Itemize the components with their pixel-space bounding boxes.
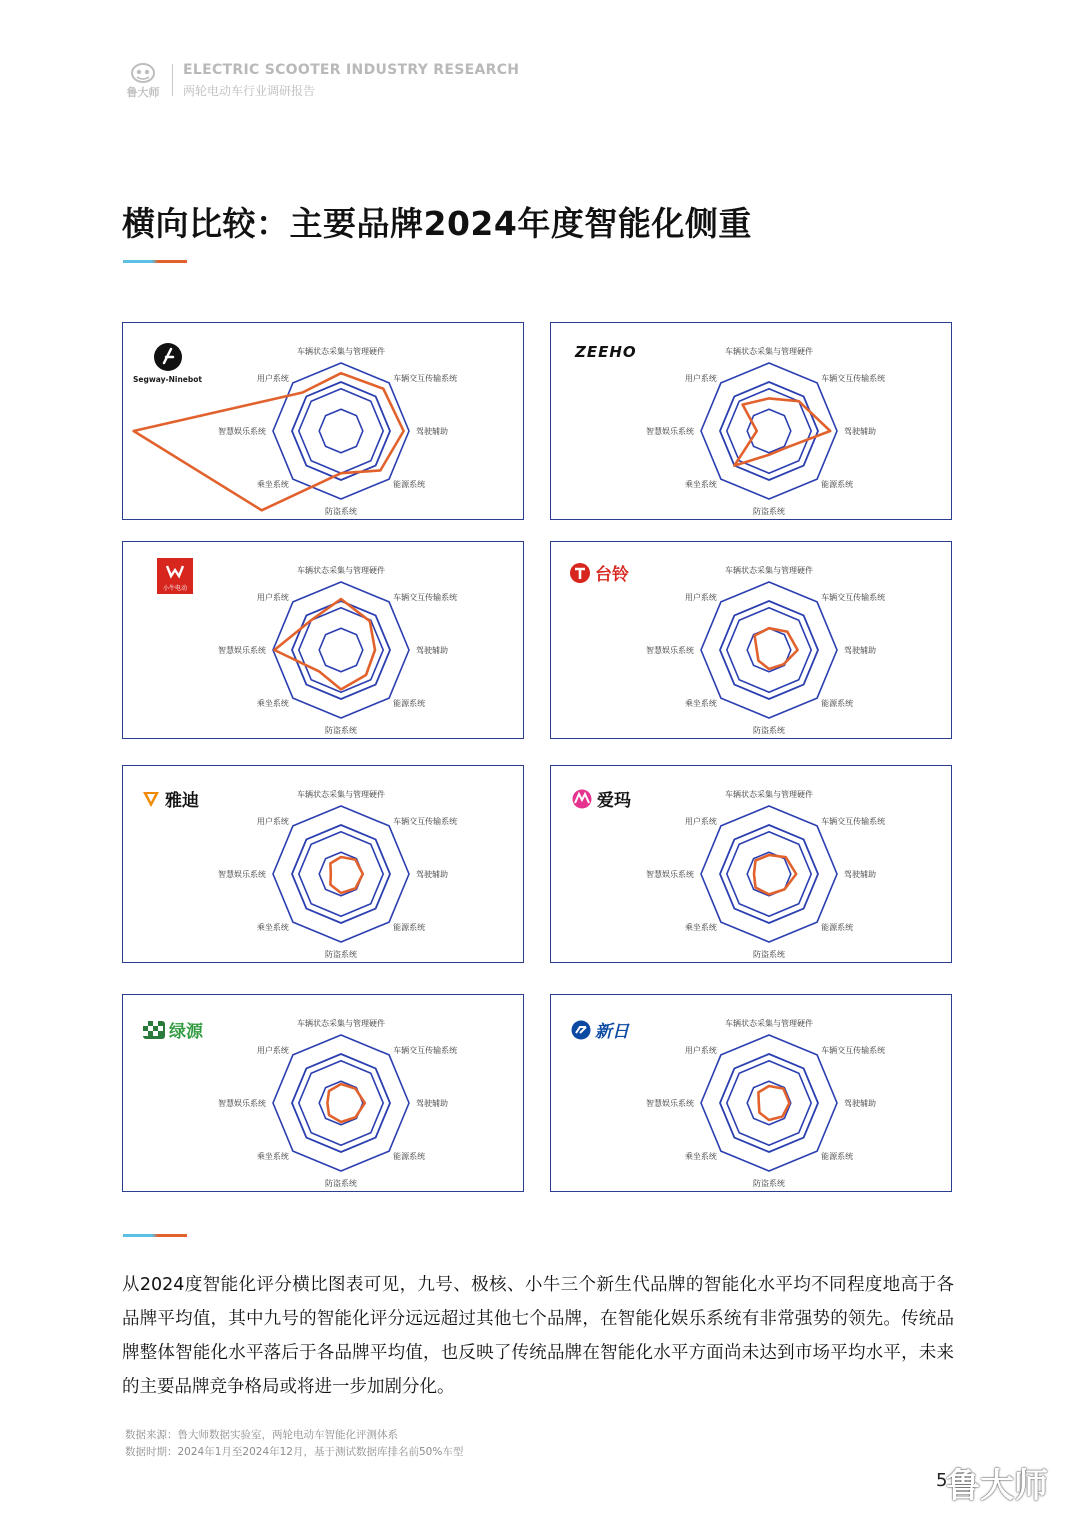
axis-label: 用户系统 <box>684 592 717 602</box>
brand-score-polygon <box>734 398 830 465</box>
average-score-polygon <box>292 1054 390 1152</box>
brand-name: 雅迪 <box>165 791 199 811</box>
brand-logo <box>143 1017 203 1042</box>
axis-label: 车辆交互传输系统 <box>393 373 458 383</box>
axis-label: 防盗系统 <box>753 507 785 516</box>
axis-label: 能源系统 <box>393 923 426 933</box>
axis-label: 用户系统 <box>684 1045 717 1055</box>
axis-label: 车辆状态采集与管理硬件 <box>297 347 385 356</box>
axis-label: 能源系统 <box>393 699 426 709</box>
radar-grid-ring-3 <box>701 1035 837 1171</box>
average-score-polygon <box>720 825 818 923</box>
axis-label: 用户系统 <box>256 816 289 826</box>
axis-label: 乘坐系统 <box>684 923 717 933</box>
page-title: 横向比较：主要品牌2024年度智能化侧重 <box>122 204 752 243</box>
brand-name: ZEEHO <box>575 343 637 361</box>
axis-label: 防盗系统 <box>753 950 785 959</box>
data-source-note: 数据来源：鲁大师数据实验室，两轮电动车智能化评测体系 <box>125 1429 398 1441</box>
brand-logo <box>571 343 637 361</box>
radar-panel-zeeho <box>550 322 952 520</box>
axis-label: 智慧娱乐系统 <box>218 1099 266 1108</box>
radar-grid-ring-2 <box>727 832 811 916</box>
axis-label: 智慧娱乐系统 <box>646 427 694 436</box>
axis-label: 车辆状态采集与管理硬件 <box>725 566 813 575</box>
brand-logo <box>571 1017 629 1042</box>
radar-grid-ring-3 <box>273 582 409 718</box>
axis-label: 能源系统 <box>821 923 854 933</box>
axis-label: 车辆交互传输系统 <box>821 1045 886 1055</box>
axis-label: 智慧娱乐系统 <box>218 646 266 655</box>
axis-label: 驾驶辅助 <box>844 870 876 879</box>
axis-label: 乘坐系统 <box>256 699 289 709</box>
luyuan-logo-icon <box>143 1021 165 1039</box>
axis-label: 防盗系统 <box>325 507 357 516</box>
page-number: 5 <box>936 1470 948 1491</box>
radar-grid-ring-3 <box>701 582 837 718</box>
average-score-polygon <box>292 382 390 480</box>
axis-label: 驾驶辅助 <box>844 646 876 655</box>
axis-label: 车辆状态采集与管理硬件 <box>725 347 813 356</box>
axis-label: 车辆状态采集与管理硬件 <box>297 566 385 575</box>
brand-logo <box>569 560 629 585</box>
radar-grid-ring-1 <box>747 409 791 453</box>
radar-grid-ring-1 <box>319 409 363 453</box>
axis-label: 防盗系统 <box>753 1179 785 1188</box>
axis-label: 驾驶辅助 <box>416 427 448 436</box>
axis-label: 驾驶辅助 <box>844 427 876 436</box>
axis-label: 驾驶辅助 <box>416 646 448 655</box>
logo-text: 鲁大师 <box>126 86 160 99</box>
radar-panel-tailg <box>550 541 952 739</box>
axis-label: 智慧娱乐系统 <box>646 646 694 655</box>
radar-grid-ring-2 <box>299 1061 383 1145</box>
brand-logo <box>133 341 202 384</box>
radar-grid-ring-2 <box>299 389 383 473</box>
brand-name: 绿源 <box>169 1022 203 1042</box>
axis-label: 车辆交互传输系统 <box>821 592 886 602</box>
axis-label: 防盗系统 <box>325 726 357 735</box>
radar-grid-ring-3 <box>701 363 837 499</box>
brand-score-polygon <box>758 1086 789 1120</box>
brand-name: 爱玛 <box>597 791 631 811</box>
title-accent-line <box>123 260 187 263</box>
brand-logo <box>141 786 199 811</box>
radar-panel-niu <box>122 541 524 739</box>
axis-label: 车辆交互传输系统 <box>393 816 458 826</box>
axis-label: 驾驶辅助 <box>844 1099 876 1108</box>
brand-score-polygon <box>755 628 798 669</box>
niu-logo-icon <box>157 558 193 594</box>
axis-label: 智慧娱乐系统 <box>646 870 694 879</box>
axis-label: 乘坐系统 <box>256 923 289 933</box>
axis-label: 能源系统 <box>821 699 854 709</box>
brand-name: 小牛电动 <box>162 585 187 592</box>
data-period-note: 数据时期：2024年1月至2024年12月，基于测试数据库排名前50%车型 <box>125 1446 464 1458</box>
aima-logo-icon <box>571 789 593 809</box>
average-score-polygon <box>292 825 390 923</box>
yadea-logo-icon <box>141 789 161 809</box>
axis-label: 乘坐系统 <box>684 480 717 490</box>
radar-grid-ring-1 <box>319 628 363 672</box>
radar-grid-ring-2 <box>727 1061 811 1145</box>
summary-paragraph: 从2024度智能化评分横比图表可见，九号、极核、小牛三个新生代品牌的智能化水平均不同程度地高于各品牌平均值，其中九号的智能化评分远远超过其他七个品牌，在智能化娱乐系统有非常强势的领先。传统品牌整体智能化水平落后于各品牌平均值，也反映了传统品牌在智能化水平方面尚未达到市场平均水平，未来的主要品牌竞争格局或将进一步加剧分化。 <box>122 1275 954 1397</box>
axis-label: 防盗系统 <box>753 726 785 735</box>
axis-label: 车辆状态采集与管理硬件 <box>297 1019 385 1028</box>
radar-panel-sunra <box>550 994 952 1192</box>
axis-label: 智慧娱乐系统 <box>218 870 266 879</box>
header-title-cn: 两轮电动车行业调研报告 <box>183 84 316 98</box>
axis-label: 驾驶辅助 <box>416 1099 448 1108</box>
axis-label: 能源系统 <box>821 1152 854 1162</box>
axis-label: 乘坐系统 <box>684 699 717 709</box>
ludashi-logo-icon <box>122 60 164 100</box>
axis-label: 车辆交互传输系统 <box>821 373 886 383</box>
brand-score-polygon <box>327 1084 364 1122</box>
tailg-logo-icon <box>569 562 591 584</box>
radar-grid-ring-3 <box>273 1035 409 1171</box>
axis-label: 车辆交互传输系统 <box>821 816 886 826</box>
axis-label: 用户系统 <box>256 592 289 602</box>
body-accent-line <box>123 1234 187 1237</box>
radar-grid-ring-2 <box>299 832 383 916</box>
axis-label: 乘坐系统 <box>256 480 289 490</box>
axis-label: 用户系统 <box>684 373 717 383</box>
header-title-en: ELECTRIC SCOOTER INDUSTRY RESEARCH <box>183 62 520 78</box>
axis-label: 车辆状态采集与管理硬件 <box>725 1019 813 1028</box>
axis-label: 防盗系统 <box>325 1179 357 1188</box>
radar-panel-yadea <box>122 765 524 963</box>
radar-panel-luyuan <box>122 994 524 1192</box>
radar-grid-ring-3 <box>273 806 409 942</box>
axis-label: 驾驶辅助 <box>416 870 448 879</box>
axis-label: 能源系统 <box>393 480 426 490</box>
header-divider <box>172 64 173 96</box>
axis-label: 车辆交互传输系统 <box>393 592 458 602</box>
watermark: 鲁大师 <box>946 1466 1048 1506</box>
radar-grid-ring-3 <box>273 363 409 499</box>
radar-grid-ring-3 <box>701 806 837 942</box>
axis-label: 用户系统 <box>684 816 717 826</box>
sunra-logo-icon <box>571 1020 591 1040</box>
axis-label: 车辆状态采集与管理硬件 <box>725 790 813 799</box>
brand-name: 台铃 <box>595 565 629 585</box>
axis-label: 车辆交互传输系统 <box>393 1045 458 1055</box>
segway-logo-icon <box>152 341 184 373</box>
average-score-polygon <box>720 1054 818 1152</box>
radar-panel-segway <box>122 322 524 520</box>
axis-label: 乘坐系统 <box>684 1152 717 1162</box>
axis-label: 智慧娱乐系统 <box>218 427 266 436</box>
axis-label: 车辆状态采集与管理硬件 <box>297 790 385 799</box>
brand-logo <box>571 786 631 811</box>
brand-name: 新日 <box>595 1022 629 1042</box>
brand-logo <box>157 558 193 594</box>
axis-label: 能源系统 <box>821 480 854 490</box>
axis-label: 防盗系统 <box>325 950 357 959</box>
axis-label: 智慧娱乐系统 <box>646 1099 694 1108</box>
average-score-polygon <box>720 601 818 699</box>
axis-label: 用户系统 <box>256 373 289 383</box>
radar-panel-aima <box>550 765 952 963</box>
axis-label: 能源系统 <box>393 1152 426 1162</box>
brand-name: Segway-Ninebot <box>133 375 202 384</box>
axis-label: 用户系统 <box>256 1045 289 1055</box>
axis-label: 乘坐系统 <box>256 1152 289 1162</box>
